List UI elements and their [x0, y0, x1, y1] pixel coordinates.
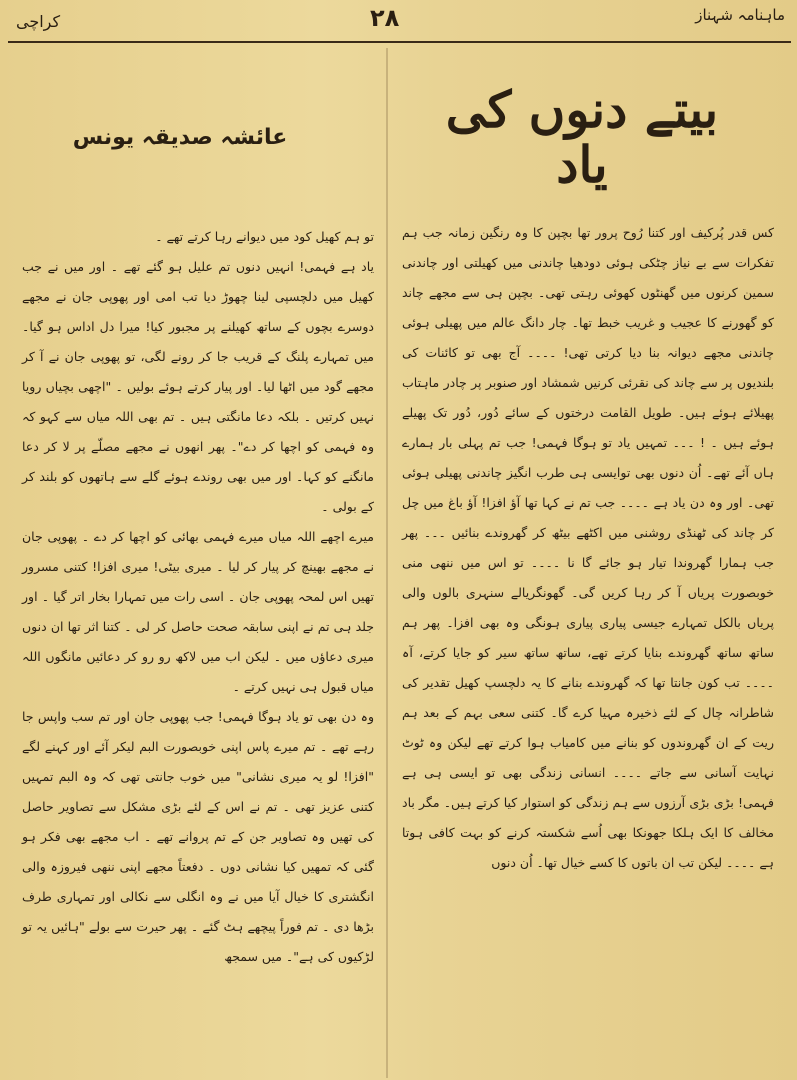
header-divider — [8, 41, 791, 43]
article-title: بیتے دنوں کی یاد — [445, 80, 719, 194]
header-city: کراچی — [16, 12, 61, 31]
magazine-name: ماہنامہ شہناز — [695, 6, 785, 24]
paragraph: کس قدر پُرکیف اور کتنا رُوح پرور تھا بچپن کا وہ رنگین زمانہ جب ہم تفکرات سے بے نیاز چٹکی ہوئی دودھیا چاندنی میں کھیلتی اور چاندنی سمین کرنوں میں گھنٹوں کھوئی رہتی تھی۔ بچپن ہی سے مجھے چاند کو گھورنے کا عجیب و غریب خبط تھا۔ چار دانگ عالم میں پھیلی ہوئی چاندنی مجھے دیوانہ بنا دیا کرتی تھی! ۔۔۔۔ آج بھی تو کائنات کی بلندیوں پر سے چاند کی نقرئی کرنیں شمشاد اور صنوبر پر چادر ماہتاب پھیلائے ہوئے ہیں۔ طویل القامت درختوں کے سائے دُور، دُور تک پھیلے ہوئے ہیں ۔ ! ۔۔۔ تمہیں یاد تو ہوگا فہمی! جب تم پہلی بار ہمارے ہاں آئے تھے۔ اُن دنوں بھی توایسی ہی طرب انگیز چاندنی پھیلی ہوئی تھی۔ اور وہ دن یاد ہے ۔۔۔۔ جب تم نے کہا تھا آؤ افزا! آؤ باغ میں چل کر چاند کی ٹھنڈی روشنی میں اکٹھے بیٹھ کر گھروندے بنائیں ۔۔۔ پھر جب ہمارا گھروندا تیار ہو جائے گا نا ۔۔۔۔ تو اس میں ننھی منی خوبصورت پریاں آ کر رہا کریں گی۔ گھونگریالے سنہری بالوں والی پریاں بالکل تمہارے جیسی پیاری پیاری ہونگی وہ بھی افزا۔ پھر ہم ساتھ ساتھ گھروندے بنایا کرتے تھے، ساتھ ساتھ سیر کو جایا کرتے، آہ ۔۔۔۔ تب کون جانتا تھا کہ گھروندے بنانے کا یہ دلچسپ کھیل تقدیر کی شاطرانہ چال کے لئے ذخیرہ مہیا کرے گا۔ کتنی سعی بہم کے بعد ہم ریت کے ان گھروندوں کو بنانے میں کامیاب ہوا کرتے تھے لیکن وہ ٹوٹ نہایت آسانی سے جاتے ۔۔۔۔ انسانی زندگی بھی تو ایسی ہی ہے فہمی! بڑی بڑی آرزوں سے ہم زندگی کو استوار کیا کرتے ہیں۔ مگر باد مخالف کا ایک ہلکا جھونکا بھی اُسے شکستہ کرنے کو بہت کافی ہوتا ہے ۔۔۔۔ لیکن تب ان باتوں کا کسے خیال تھا۔ اُن دنوں — [402, 225, 774, 870]
page-number: ۲۸ — [370, 4, 400, 32]
left-column — [22, 222, 374, 972]
paragraph: تو ہم کھیل کود میں دیوانے رہا کرتے تھے ۔ — [155, 229, 374, 244]
column-gutter — [386, 48, 388, 1078]
paragraph: یاد ہے فہمی! انہیں دنوں تم علیل ہو گئے تھے ۔ اور میں نے جب کھیل میں دلچسپی لینا چھوڑ دیا تب امی اور پھوپی جان نے مجھے دوسرے بچوں کے ساتھ کھیلنے پر مجبور کیا! میرا دل اداس ہو گیا۔ میں تمہارے پلنگ کے قریب جا کر رونے لگی، تو پھوپی جان نے آ کر مجھے گود میں اٹھا لیا۔ اور پیار کرتے ہوئے بولیں ۔ "اچھی بچیاں رویا نہیں کرتیں ۔ بلکہ دعا مانگتی ہیں ۔ تم بھی اللہ میاں سے کہو کہ وہ فہمی کو اچھا کر دے"۔ پھر انھوں نے مجھے مصلّے پر لا کر دعا مانگنے کو کہا۔ اور میں بھی روندے ہوئے گلے سے ہاتھوں کو بلند کر کے بولی ۔ — [22, 259, 374, 514]
paragraph: وہ دن بھی تو یاد ہوگا فہمی! جب پھوپی جان اور تم سب واپس جا رہے تھے ۔ تم میرے پاس اپنی خوبصورت البم لیکر آئے اور کہنے لگے "افزا! لو یہ میری نشانی" میں خوب جانتی تھی کہ وہ البم تمہیں کتنی عزیز تھی ۔ تم نے اس کے لئے بڑی مشکل سے تصاویر حاصل کی تھیں وہ تصاویر جن کے تم پروانے تھے ۔ اب مجھے بھی فکر ہو گئی کہ تمھیں کیا نشانی دوں ۔ دفعتاً مجھے اپنی ننھی فیروزہ والی انگشتری کا خیال آیا میں نے وہ انگلی سے نکالی اور تمہاری طرف بڑھا دی ۔ تم فوراً پیچھے ہٹ گئے ۔ پھر حیرت سے بولے "ہائیں یہ تو لڑکیوں کی ہے"۔ میں سمجھ — [22, 709, 374, 964]
article-author: عائشہ صدیقہ یونس — [72, 125, 288, 150]
paragraph: میرے اچھے اللہ میاں میرے فہمی بھائی کو اچھا کر دے ۔ پھوپی جان نے مجھے بھینچ کر پیار کر لیا ۔ میری بیٹی! میری افزا! کتنی مسرور تھیں اس لمحہ پھوپی جان ۔ اسی رات میں تمہارا بخار اتر گیا ۔ اور جلد ہی تم نے اپنی سابقہ صحت حاصل کر لی ۔ کتنا اثر تھا ان دنوں میری دعاؤں میں ۔ لیکن اب میں لاکھ رو رو کر دعائیں مانگوں اللہ میاں قبول ہی نہیں کرتے ۔ — [22, 529, 374, 694]
page-header — [0, 0, 797, 42]
right-column — [402, 218, 774, 878]
